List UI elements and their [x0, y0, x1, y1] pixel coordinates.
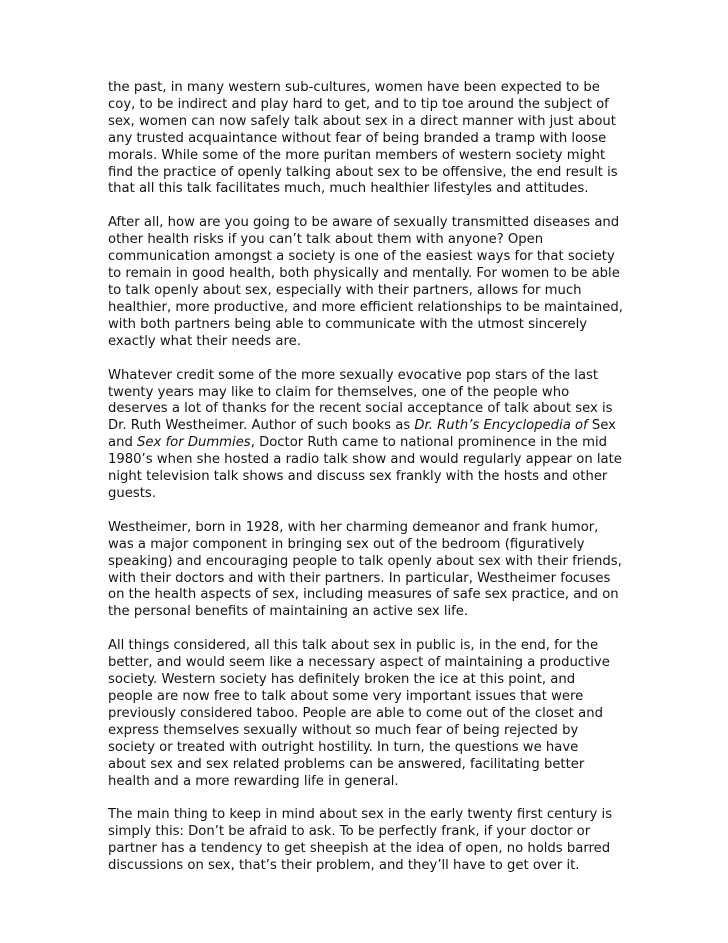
text-segment: and: [108, 435, 138, 451]
paragraph-1: [108, 80, 628, 198]
text-line: to talk openly about sex, especially with their partners, allows for much: [108, 282, 582, 298]
text-line: deserves a lot of thanks for the recent social acceptance of talk about sex is: [108, 401, 613, 417]
text-line: twenty years may like to claim for themselves, one of the people who: [108, 384, 570, 400]
text-line: was a major component in bringing sex out of the bedroom (figuratively: [108, 536, 585, 552]
text-line: find the practice of openly talking about sex to be offensive, the end result is: [108, 164, 618, 180]
text-line: people are now free to talk about some very important issues that were: [108, 689, 584, 704]
text-line: with both partners being able to communicate with the utmost sincerely: [108, 316, 588, 332]
text-line: [108, 435, 628, 452]
text-line: partner has a tendency to get sheepish at the idea of open, no holds barred: [108, 841, 611, 857]
text-line: communication amongst a society is one of the easiest ways for that society: [108, 249, 615, 265]
text-line: sex, women can now safely talk about sex in a direct manner with just about: [108, 113, 616, 129]
text-line: to remain in good health, both physically and mentally. For women to be able: [108, 266, 620, 282]
text-line: previously considered taboo. People are able to come out of the closet and: [108, 705, 603, 721]
paragraph-4: [108, 520, 628, 621]
text-line: with their doctors and with their partners. In particular, Westheimer focuses: [108, 570, 611, 586]
text-line: society. Western society has definitely broken the ice at this point, and: [108, 672, 576, 688]
text-line: about sex and sex related problems can be answered, facilitating better: [108, 756, 585, 772]
paragraph-3: [108, 368, 628, 503]
text-line: express themselves sexually without so much fear of being rejected by: [108, 722, 579, 738]
text-line: better, and would seem like a necessary aspect of maintaining a productive: [108, 655, 610, 671]
text-line: that all this talk facilitates much, much healthier lifestyles and attitudes.: [108, 181, 589, 197]
text-line: morals. While some of the more puritan members of western society might: [108, 147, 606, 163]
book-title: Dr. Ruth’s Encyclopedia of: [414, 418, 588, 434]
text-line: any trusted acquaintance without fear of being branded a tramp with loose: [108, 130, 607, 146]
text-line: speaking) and encouraging people to talk openly about sex with their friends,: [108, 553, 622, 569]
text-line: coy, to be indirect and play hard to get, and to tip toe around the subject of: [108, 96, 609, 112]
text-line: discussions on sex, that’s their problem, and they’ll have to get over it.: [108, 858, 580, 874]
text-line: health and a more rewarding life in general.: [108, 773, 399, 789]
text-segment: , Doctor Ruth came to national prominence in the mid: [250, 435, 607, 451]
text-line: on the health aspects of sex, including measures of safe sex practice, and on: [108, 587, 619, 603]
paragraph-6: [108, 807, 628, 875]
paragraph-2: [108, 215, 628, 350]
text-line: 1980’s when she hosted a radio talk show and would regularly appear on late: [108, 452, 622, 468]
text-line: Whatever credit some of the more sexually evocative pop stars of the last: [108, 367, 599, 383]
text-segment: Dr. Ruth Westheimer. Author of such books as: [108, 418, 415, 434]
text-line: healthier, more productive, and more efficient relationships to be maintained,: [108, 299, 623, 315]
book-title: Sex for Dummies: [137, 435, 251, 451]
text-line: other health risks if you can’t talk about them with anyone? Open: [108, 232, 544, 248]
text-line: guests.: [108, 485, 156, 501]
text-line: exactly what their needs are.: [108, 333, 301, 349]
text-line: the personal benefits of maintaining an active sex life.: [108, 604, 469, 620]
paragraph-5: [108, 638, 628, 790]
text-line: All things considered, all this talk about sex in public is, in the end, for the: [108, 638, 599, 654]
text-line: the past, in many western sub-cultures, women have been expected to be: [108, 80, 600, 95]
text-line: Westheimer, born in 1928, with her charming demeanor and frank humor,: [108, 519, 599, 535]
text-line: night television talk shows and discuss sex frankly with the hosts and other: [108, 469, 608, 485]
text-line: [108, 418, 628, 435]
document-page: [108, 80, 628, 875]
text-line: After all, how are you going to be aware of sexually transmitted diseases and: [108, 215, 620, 231]
text-line: The main thing to keep in mind about sex in the early twenty first century is: [108, 807, 613, 823]
text-line: society or treated with outright hostility. In turn, the questions we have: [108, 739, 579, 755]
text-segment: Sex: [587, 418, 616, 434]
text-line: simply this: Don’t be afraid to ask. To be perfectly frank, if your doctor or: [108, 824, 591, 840]
